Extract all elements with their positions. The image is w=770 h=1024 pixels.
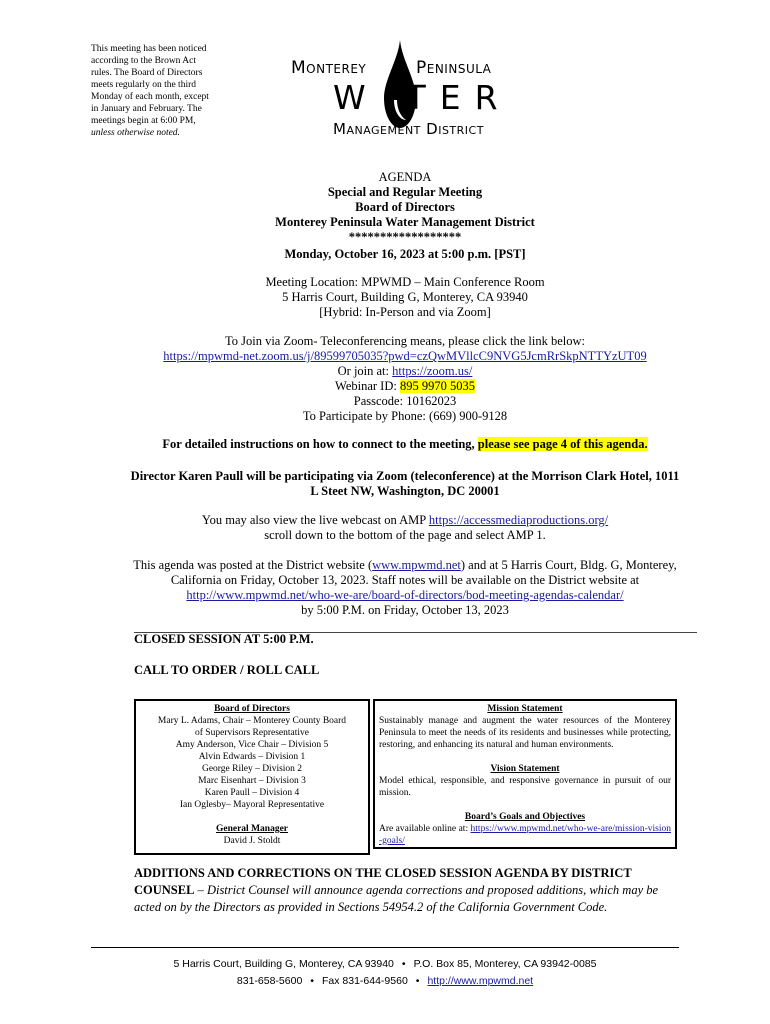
mission-heading: Mission Statement bbox=[487, 704, 563, 714]
posting-line-2: California on Friday, October 13, 2023. Staff notes will be available on the District website at bbox=[170, 573, 640, 587]
notice-line: meetings begin at 6:00 PM, bbox=[91, 116, 196, 126]
amp-link[interactable]: https://accessmediaproductions.org/ bbox=[428, 513, 609, 527]
vision-heading: Vision Statement bbox=[490, 764, 560, 774]
bullet-icon: • bbox=[401, 958, 406, 970]
or-join-line bbox=[100, 364, 710, 379]
location-line-3: [Hybrid: In-Person and via Zoom] bbox=[319, 305, 491, 319]
notice-line: This meeting has been noticed bbox=[91, 44, 207, 54]
webcast-line-2: scroll down to the bottom of the page and select AMP 1. bbox=[264, 528, 546, 542]
location-line-2: 5 Harris Court, Building G, Monterey, CA 93940 bbox=[282, 290, 528, 304]
district-title: Monterey Peninsula Water Management District bbox=[275, 215, 535, 229]
zoom-intro: To Join via Zoom- Teleconferencing means, please click the link below: bbox=[224, 334, 586, 348]
logo-management-district: Management District bbox=[333, 120, 484, 138]
agenda-header bbox=[100, 170, 710, 262]
meeting-type: Special and Regular Meeting bbox=[327, 185, 483, 199]
divider-stars: ****************** bbox=[348, 230, 462, 244]
bullet-icon: • bbox=[310, 975, 314, 987]
webcast-info bbox=[100, 513, 710, 543]
passcode: Passcode: 10162023 bbox=[353, 394, 457, 408]
zoom-meeting-link[interactable]: https://mpwmd-net.zoom.us/j/89599705035?pwd=czQwMVllcC9NVG5JcmRrSkpNTTYzUT09 bbox=[163, 349, 647, 363]
call-to-order-heading: CALL TO ORDER / ROLL CALL bbox=[134, 663, 320, 677]
general-manager-heading: General Manager bbox=[215, 824, 289, 834]
instructions-note bbox=[100, 437, 710, 452]
meeting-location bbox=[100, 275, 710, 320]
closed-session-heading: CLOSED SESSION AT 5:00 P.M. bbox=[134, 632, 314, 646]
webinar-label: Webinar ID: bbox=[335, 379, 400, 393]
additions-heading: ADDITIONS AND CORRECTIONS ON THE CLOSED SESSION AGENDA BY DISTRICT COUNSEL bbox=[134, 866, 632, 897]
board-member: Ian Oglesby– Mayoral Representative bbox=[179, 800, 325, 810]
section-divider bbox=[134, 632, 697, 633]
board-member: Mary L. Adams, Chair – Monterey County Board bbox=[157, 716, 347, 726]
posting-post: ) and at 5 Harris Court, Bldg. G, Monterey, bbox=[460, 558, 677, 572]
board-member: Amy Anderson, Vice Chair – Division 5 bbox=[175, 740, 329, 750]
director-note-line-2: L Steet NW, Washington, DC 20001 bbox=[310, 484, 500, 498]
vision-text: Model ethical, responsible, and responsive governance in pursuit of our mission. bbox=[379, 776, 671, 798]
mpwmd-logo bbox=[291, 40, 511, 140]
board-box-heading: Board of Directors bbox=[214, 704, 290, 714]
goals-text: Are available online at: bbox=[379, 824, 471, 834]
board-member: George Riley – Division 2 bbox=[201, 764, 303, 774]
agenda-title: AGENDA bbox=[378, 170, 432, 184]
mission-text: Sustainably manage and augment the water resources of the Monterey Peninsula to meet the needs of its residents and businesses while protecting, restoring, and enhancing its natural and human environments. bbox=[379, 716, 671, 750]
footer-phone: 831-658-5600 bbox=[236, 975, 303, 987]
or-join-label: Or join at: bbox=[337, 364, 393, 378]
instructions-highlight: please see page 4 of this agenda. bbox=[477, 437, 648, 451]
footer-contact-line bbox=[60, 975, 710, 987]
goals-link[interactable]: https://www.mpwmd.net/who-we-are/mission-vision-goals/ bbox=[379, 824, 671, 846]
additions-text: – District Counsel will announce agenda corrections and proposed additions, which may be acted on by the Directors as provided in Sections 54954.2 of the California Government Code. bbox=[134, 883, 659, 914]
mission-statement-box bbox=[373, 699, 677, 849]
posting-pre: This agenda was posted at the District website ( bbox=[133, 558, 373, 572]
notice-line: in January and February. The bbox=[91, 104, 202, 114]
webinar-line bbox=[100, 379, 710, 394]
director-note bbox=[95, 469, 715, 499]
posting-line-4: by 5:00 P.M. on Friday, October 13, 2023 bbox=[301, 603, 509, 617]
notice-line: rules. The Board of Directors bbox=[91, 68, 203, 78]
general-manager-name: David J. Stoldt bbox=[223, 836, 281, 846]
logo-peninsula: Peninsula bbox=[416, 58, 492, 78]
footer-po-box: P.O. Box 85, Monterey, CA 93942-0085 bbox=[413, 958, 597, 970]
instructions-text: For detailed instructions on how to connect to the meeting, bbox=[162, 437, 478, 451]
notice-line: meets regularly on the third bbox=[91, 80, 196, 90]
footer-address: 5 Harris Court, Building G, Monterey, CA 93940 bbox=[173, 958, 394, 970]
zoom-info bbox=[100, 334, 710, 424]
district-website-link[interactable]: www.mpwmd.net bbox=[372, 558, 461, 572]
footer-address-line bbox=[60, 958, 710, 970]
webcast-text: You may also view the live webcast on AMP bbox=[201, 513, 429, 527]
logo-water bbox=[333, 78, 512, 117]
logo-water-rest: TER bbox=[405, 78, 512, 117]
director-note-line-1: Director Karen Paull will be participating via Zoom (teleconference) at the Morrison Clark Hotel, 1011 bbox=[130, 469, 680, 483]
zoom-home-link[interactable]: https://zoom.us/ bbox=[392, 364, 473, 378]
goals-line bbox=[379, 823, 671, 847]
goals-heading: Board’s Goals and Objectives bbox=[464, 812, 586, 822]
webinar-id: 895 9970 5035 bbox=[399, 379, 475, 393]
board-member: Karen Paull – Division 4 bbox=[204, 788, 300, 798]
posting-info bbox=[90, 558, 720, 618]
footer-website-link[interactable]: http://www.mpwmd.net bbox=[427, 975, 534, 987]
board-title: Board of Directors bbox=[355, 200, 455, 214]
footer-fax: Fax 831-644-9560 bbox=[321, 975, 408, 987]
board-member: of Supervisors Representative bbox=[195, 728, 309, 738]
agenda-calendar-link[interactable]: http://www.mpwmd.net/who-we-are/board-of-directors/bod-meeting-agendas-calendar/ bbox=[186, 588, 624, 602]
logo-line-1 bbox=[291, 58, 492, 78]
notice-italic-line: unless otherwise noted. bbox=[91, 128, 180, 138]
bullet-icon: • bbox=[415, 975, 420, 987]
phone-participation: To Participate by Phone: (669) 900-9128 bbox=[302, 409, 508, 423]
board-of-directors-box bbox=[134, 699, 370, 855]
notice-line: according to the Brown Act bbox=[91, 56, 197, 66]
meeting-date: Monday, October 16, 2023 at 5:00 p.m. [PST] bbox=[284, 247, 526, 261]
location-line-1: Meeting Location: MPWMD – Main Conference Room bbox=[265, 275, 545, 289]
logo-water-w: W bbox=[333, 78, 376, 117]
board-member: Marc Eisenhart – Division 3 bbox=[198, 776, 306, 786]
logo-monterey: Monterey bbox=[291, 58, 367, 78]
brown-act-notice bbox=[91, 43, 221, 139]
board-member: Alvin Edwards – Division 1 bbox=[198, 752, 306, 762]
footer-divider bbox=[91, 947, 679, 948]
notice-line: Monday of each month, except bbox=[91, 92, 209, 102]
additions-corrections bbox=[134, 865, 679, 916]
